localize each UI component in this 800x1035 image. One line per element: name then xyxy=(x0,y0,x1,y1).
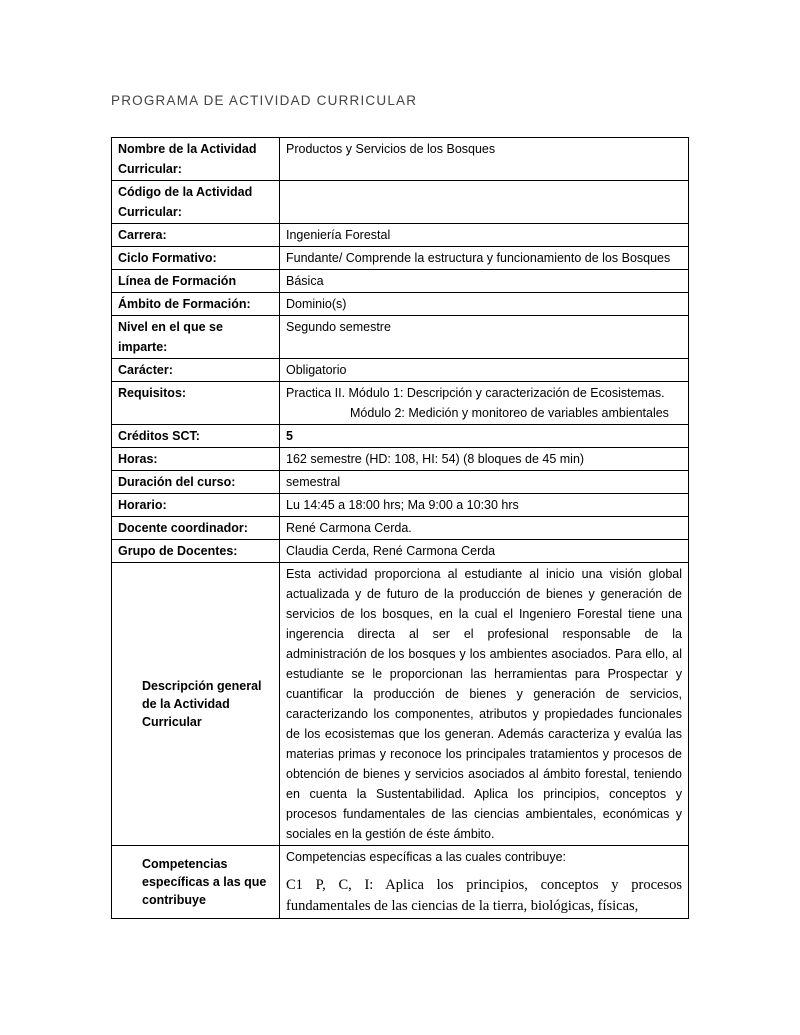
table-row xyxy=(112,181,689,224)
field-label: Competencias específicas a las que contribuye xyxy=(112,846,280,919)
field-label: Ámbito de Formación: xyxy=(112,293,280,316)
field-label: Ciclo Formativo: xyxy=(112,247,280,270)
field-label: Créditos SCT: xyxy=(112,425,280,448)
table-row xyxy=(112,270,689,293)
table-row xyxy=(112,224,689,247)
competency-c1: C1 P, C, I: Aplica los principios, conceptos y procesos fundamentales de las ciencias de la tierra, biológicas, físicas, xyxy=(286,877,682,914)
curricular-program-table xyxy=(111,137,689,919)
credits-value: 5 xyxy=(280,425,689,448)
table-row xyxy=(112,846,689,919)
training-scope-value: Dominio(s) xyxy=(280,293,689,316)
table-row xyxy=(112,517,689,540)
field-label: Nivel en el que se imparte: xyxy=(112,316,280,359)
table-row xyxy=(112,359,689,382)
activity-name-value: Productos y Servicios de los Bosques xyxy=(280,138,689,181)
table-row xyxy=(112,247,689,270)
table-row xyxy=(112,293,689,316)
table-row xyxy=(112,540,689,563)
table-row xyxy=(112,448,689,471)
field-label: Código de la Actividad Curricular: xyxy=(112,181,280,224)
description-value: Esta actividad proporciona al estudiante al inicio una visión global actualizada y de futuro de la producción de bienes y generación de servicios de los bosques, en la cual el Ingeniero Forestal tiene una ingerencia directa al ser el profesional responsable de la administración de los bosques y los ambientes asociados. Para ello, al estudiante se le proporcionan las herramientas para Prospectar y cuantificar la producción de bienes y generación de servicios, caracterizando los componentes, atributos y propiedades funcionales de los ecosistemas que los generan. Además caracteriza y evalúa las materias primas y reconoce los principales tratamientos y procesos de obtención de bienes y servicios asociados al ámbito forestal, teniendo en cuenta la Sustentabilidad. Aplica los principios, conceptos y procesos fundamentales de las ciencias ambientales, económicas y sociales en la gestión de éste ámbito. xyxy=(280,563,689,846)
level-value: Segundo semestre xyxy=(280,316,689,359)
requirement-module-2: Módulo 2: Medición y monitoreo de variables ambientales xyxy=(350,406,669,420)
table-row xyxy=(112,563,689,846)
field-label: Docente coordinador: xyxy=(112,517,280,540)
field-label: Nombre de la Actividad Curricular: xyxy=(112,138,280,181)
coordinator-value: René Carmona Cerda. xyxy=(280,517,689,540)
table-row xyxy=(112,425,689,448)
competencies-intro: Competencias específicas a las cuales contribuye: xyxy=(286,850,567,864)
table-row xyxy=(112,138,689,181)
table-row xyxy=(112,494,689,517)
training-line-value: Básica xyxy=(280,270,689,293)
field-label: Horas: xyxy=(112,448,280,471)
page-title: PROGRAMA DE ACTIVIDAD CURRICULAR xyxy=(111,93,418,108)
field-label: Carácter: xyxy=(112,359,280,382)
field-label: Horario: xyxy=(112,494,280,517)
duration-value: semestral xyxy=(280,471,689,494)
competencies-value xyxy=(280,846,689,919)
cycle-value: Fundante/ Comprende la estructura y funcionamiento de los Bosques xyxy=(280,247,689,270)
field-label: Descripción general de la Actividad Curricular xyxy=(112,563,280,846)
career-value: Ingeniería Forestal xyxy=(280,224,689,247)
table-row xyxy=(112,382,689,425)
field-label: Duración del curso: xyxy=(112,471,280,494)
field-label: Grupo de Docentes: xyxy=(112,540,280,563)
field-label: Requisitos: xyxy=(112,382,280,425)
hours-value: 162 semestre (HD: 108, HI: 54) (8 bloques de 45 min) xyxy=(280,448,689,471)
table-row xyxy=(112,316,689,359)
character-value: Obligatorio xyxy=(280,359,689,382)
requirements-value xyxy=(280,382,689,425)
requirement-module-1: Practica II. Módulo 1: Descripción y caracterización de Ecosistemas. xyxy=(286,386,665,400)
table-row xyxy=(112,471,689,494)
schedule-value: Lu 14:45 a 18:00 hrs; Ma 9:00 a 10:30 hrs xyxy=(280,494,689,517)
field-label: Carrera: xyxy=(112,224,280,247)
activity-code-value xyxy=(280,181,689,224)
teachers-value: Claudia Cerda, René Carmona Cerda xyxy=(280,540,689,563)
field-label: Línea de Formación xyxy=(112,270,280,293)
